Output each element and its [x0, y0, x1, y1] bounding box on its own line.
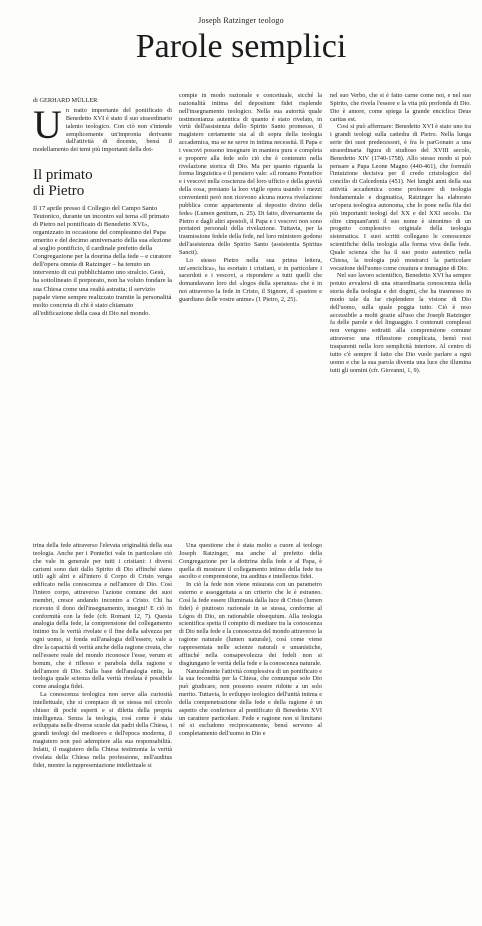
paragraph: nel suo Verbo, che si è fatto carne come noi, e nel suo Spirito, che rivela l'essere e la vita più profonda di Dio. Dio è amore, come spiega la grande enciclica Deus caritas est. [330, 92, 471, 123]
byline: di GERHARD MÜLLER [33, 97, 98, 104]
paragraph: Naturalmente l'attività complessiva di un pontificato e la sua fecondità per la Chiesa, che comunque solo Dio può giudicare, non possono essere ridotte a un solo merito. Tuttavia, lo sviluppo teologico dell'unità intima e della compenetrazione della fede e della ragione è un aspetto che conferisce al pontificato di Benedetto XVI un carattere particolare. Fede e ragione non si limitano né si escludono reciprocamente, bensì servono al completamento dell'uomo in Dio e [179, 667, 322, 738]
paragraph: Una questione che è stata molto a cuore al teologo Joseph Ratzinger, ma anche al prefetto della Congregazione per la dottrina della fede e al Papa, è quella di mostrare il collegamento intimo della fede tra ascolto e comprensione, tra auditus e intellectus fidei. [179, 542, 322, 581]
paragraph: La conoscenza teologica non serve alla curiosità intellettuale, che si compiace di se stessa nel circolo chiuso di pochi esperti e si diletta della propria intelligenza. Senza la teologia, così come è stata sviluppata nelle diverse scuole dai padri della Chiesa, i grandi teologi del medioevo e dell'epoca moderna, il magistero non può adempiere alla sua responsabilità. Infatti, il magistero della Chiesa testimonia la verità rivelata della Chiesa nella professione, nell'auditus fidei, mentre la rappresentazione intellettuale si [33, 691, 172, 769]
kicker: Joseph Ratzinger teologo [198, 16, 284, 25]
column-1-bottom [33, 542, 172, 769]
column-2-bottom [179, 542, 322, 738]
paragraph: Nel suo lavoro scientifico, Benedetto XVI ha sempre potuto avvalersi di una straordinaria conoscenza della storia della teologia e dei dogmi, che ha trasmesso in modo tale da far risplendere la visione di Dio dell'uomo, sulla quale poggia tutto. Ciò è reso accessibile a molti grazie all'uso che Joseph Ratzinger fa delle parole e del linguaggio. I contenuti complessi non vengono sottratti alla comprensione comune attraverso una riflessione complicata, bensì resi trasparenti nella loro semplicità interiore. Al centro di tutto c'è sempre il fatto che Dio vuole parlare a ogni uomo e che la sua parola diventa una luce che illumina tutti gli uomini (cfr. Giovanni, 1, 9). [330, 272, 471, 374]
drop-cap: U [33, 102, 62, 147]
sidebar-title-line-1: Il primato [33, 167, 93, 184]
paragraph: compie in modo razionale e concettuale, sicché la razionalità intima del depositum fidei risplende nell'insegnamento teologico. Nella sua autorità quale testimonianza autentica di quanto è stato rivelato, in virtù dell'assistenza dello Spirito Santo promesso, il magistero certamente sta al di sopra della teologia accademica, ma se ne serve in intima necessità. Il Papa e i vescovi possono insegnare in maniera pura e completa e proporre alla fede solo ciò che è contenuto nella rivelazione storica di Dio. Ma per quanto riguarda la forma linguistica e il pensiero vale: «il romano Pontefice e i vescovi nella coscienza del loro ufficio e della gravità della cosa, prestano la loro vigile opera usando i mezzi convenienti però non ricevono alcuna nuova rivelazione pubblica come appartenente al deposito divino della fede» (Lumen gentium, n. 25). Di fatto, diversamente da Pietro e dagli altri apostoli, il Papa e i vescovi non sono portatori personali della rivelazione. Tuttavia, per la trasmissione fedele della fede, nel loro ministero godono dell'assistenza dello Spirito Santo (assistentia Spiritus Sancti). [179, 92, 322, 256]
sidebar-box [33, 167, 172, 318]
paragraph: Così si può affermare: Benedetto XVI è stato uno tra i grandi teologi sulla cattedra di Pietro. Nella lunga serie dei suoi predecessori, è fra le parGonato a una straordinaria figura di studioso del XVIII secolo, Benedetto XIV (1740-1758). Allo stesso modo si può pensare a Papa Leone Magno (440-461), che formulò l'intuizione decisiva per il credo cristologico del concilio di Calcedonia (451). Nei lunghi anni della sua attività accademica come professore di teologia fondamentale e dogmatica, Ratzinger ha elaborato un'opera teologica autonoma, che lo pone nella fila dei più importanti teologi del XX e del XXI secolo. Da oltre cinquant'anni il suo nome è sinonimo di un progetto complessivo originale della teologia sistematica. I suoi scritti collegano le conoscenze scientifiche della teologia alla forma viva della fede. Quale scienza che ha il suo posto autentico nella Chiesa, la teologia può mostrarci la particolare vocazione dell'uomo come creatura e immagine di Dio. [330, 123, 471, 272]
sidebar-title [33, 167, 172, 199]
column-1-top [33, 102, 172, 318]
column-2-top [179, 92, 322, 304]
paragraph: Lo stesso Pietro nella sua prima lettera, un'«enciclica», ha esortato i cristiani, e in particolare i sacerdoti e i vescovi, a rispondere a tutti quelli che domandavano loro del «logos della speranza» che è in noi attraverso la fede in Cristo, il Signore, il «pastore e guardiano delle vostre anime» (1 Pietro, 2, 25). [179, 256, 322, 303]
sidebar-paragraph: Il 17 aprile presso il Collegio del Campo Santo Teutonico, durante un incontro sul tema «Il primato di Pietro nel pontificato di Benedetto XVI», organizzato in occasione del compleanno del Papa emerito e del decimo anniversario della sua elezione al soglio pontificio, il cardinale prefetto della Congregazione per la dourina della fede – e curatore dell'opera omnia di Ratzinger – ha tenuto un intervento di cui pubblichiamo uno stralcio. Gesù, ha sottolineato il porporato, non ha voluto fondare la sua Chiesa come una realtà astratta; il servizio papale viene sempre realizzato tramite la personalità molto concreta di chi è stato chiamato all'edificazione della casa di Dio nel mondo. [33, 205, 172, 317]
intro-paragraph: n tratto importante del pontificato di Benedetto XVI è stato il suo straordinario talento teologico. Con ciò non s'intende semplicemente un'impronta derivante dall'attività di docente, bensì il modellamento dei temi più importanti della dot- [33, 107, 172, 154]
article-title: Parole semplici [135, 28, 347, 65]
paragraph: trina della fede attraverso l'elevata originalità della sua teologia. Anche per i Pontefici vale in particolare ciò che vale in generale per tutti i cristiani: i diversi carismi sono dati dallo Spirito di Dio affinché siano utili agli altri e all'intero il Corpo di Cristo venga edificato nella conoscenza e nell'amore di Dio. Così l'intero corpo, attraverso l'azione comune dei suoi membri, cresce andando incontro a Cristo. Chi ha ricevuto il dono dell'insegnamento, insegni! E ciò in conformità con la fede (cfr. Romani 12, 7). Questa analogia della fede, la comprensione del collegamento intimo tra le verità rivelate e il fine della salvezza per ogni uomo, si fonda sull'analogia dell'essere, vale a dire la capacità di verità anche della ragione creata, che nell'essere reale del mondo riconosce l'esse, verum et bonum, che è riflesso e parabola della ragione e dell'amore di Dio. Sulla base dell'analogia entis, la teologia quale scienza della verità rivelata è possibile come analogia fidei. [33, 542, 172, 691]
sidebar-text [33, 205, 172, 318]
paragraph: In ciò la fede non viene misurata con un parametro esterno e assoggettata a un criterio che le è estraneo. Così la fede essere illuminata dalla luce di Cristo (lumen fidei) è piuttosto razionale in se stessa, conforme al Lógos di Dio, un rationabile obsequium. Alla teologia scientifica spetta il compito di mediare tra la conoscenza di Dio nella fede e la conoscenza del mondo attraverso la ragione naturale (lumen naturale), così come viene rappresentata nelle scienze naturali e umanistiche, affinché nella consapevolezza dei fedeli non si disgiungano le verità della fede e la conoscenza naturale. [179, 581, 322, 667]
column-3 [330, 92, 471, 374]
sidebar-title-line-2: di Pietro [33, 183, 85, 200]
